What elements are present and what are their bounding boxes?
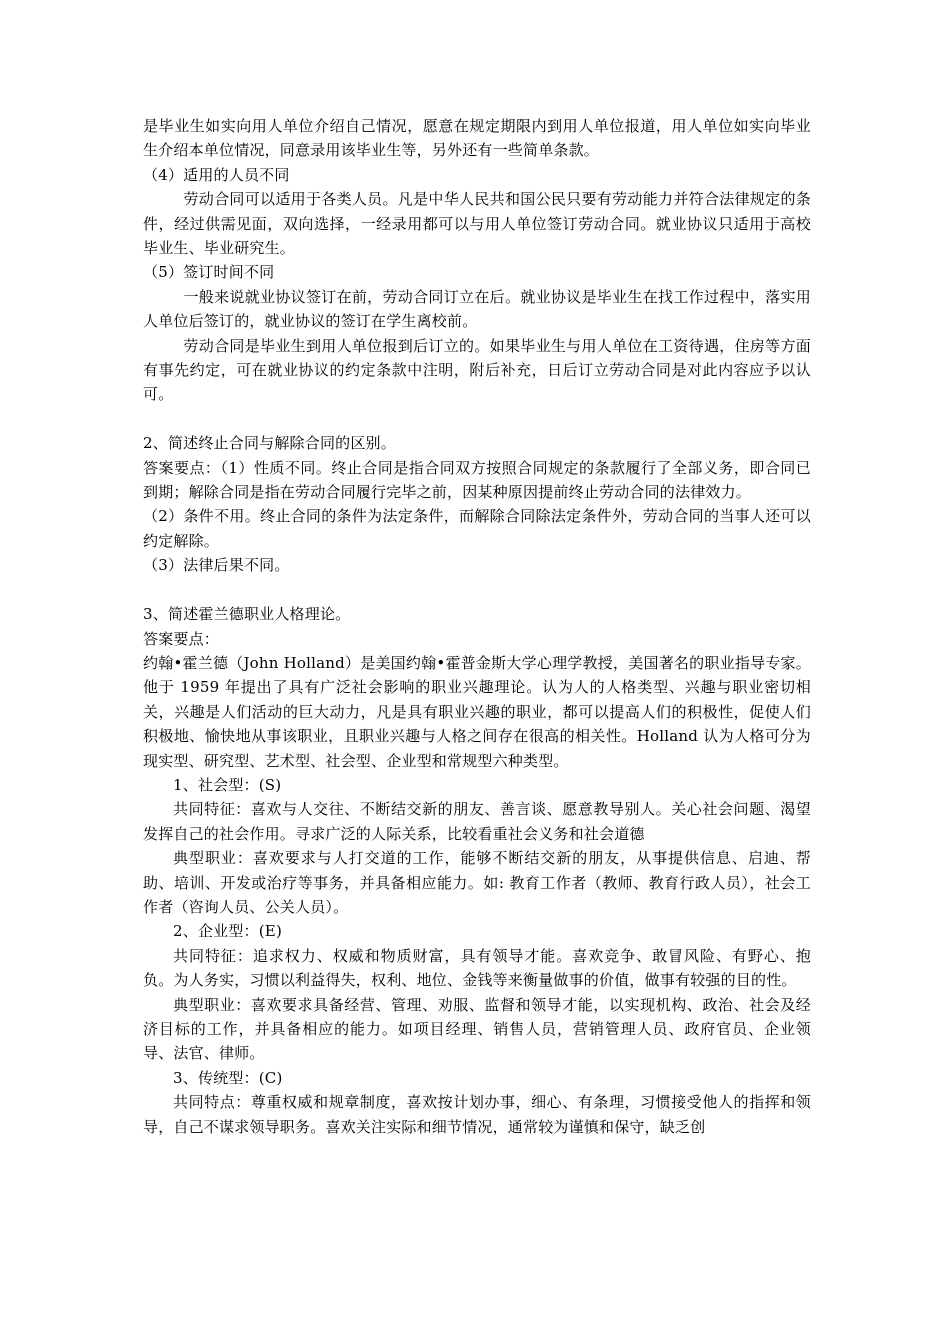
question-2-answer-3: （3）法律后果不同。 [143,556,290,575]
type-enterprising-traits: 共同特征：追求权力、权威和物质财富，具有领导才能。喜欢竞争、敢冒风险、有野心、抱负。为人务实，习惯以利益得失，权利、地位、金钱等来衡量做事的价值，做事有较强的目的性。 [143,946,811,990]
paragraph-labor-contract-signing: 劳动合同是毕业生到用人单位报到后订立的。如果毕业生与用人单位在工资待遇，住房等方面有事先约定，可在就业协议的约定条款中注明，附后补充，日后订立劳动合同是对此内容应予以认可。 [143,336,811,404]
question-2-answer-2: （2）条件不用。终止合同的条件为法定条件，而解除合同除法定条件外，劳动合同的当事人还可以约定解除。 [143,507,811,550]
type-social-heading: 1、社会型：(S) [173,775,282,794]
type-conventional-heading: 3、传统型：(C) [173,1068,283,1087]
type-conventional-traits: 共同特点：尊重权威和规章制度，喜欢按计划办事，细心、有条理，习惯接受他人的指挥和领导，自己不谋求领导职务。喜欢关注实际和细节情况，通常较为谨慎和保守，缺乏创 [143,1093,811,1136]
document-body [143,114,811,1139]
question-2-heading: 2、简述终止合同与解除合同的区别。 [143,434,396,453]
type-social-traits: 共同特征：喜欢与人交往、不断结交新的朋友、善言谈、愿意教导别人。关心社会问题、渴望发挥自己的社会作用。寻求广泛的人际关系，比较看重社会义务和社会道德 [143,800,811,843]
type-social-jobs: 典型职业：喜欢要求与人打交道的工作，能够不断结交新的朋友，从事提供信息、启迪、帮助、培训、开发或治疗等事务，并具备相应能力。如: 教育工作者（教师、教育行政人员），社会工作者（咨询人员、公关人员）。 [143,849,811,916]
paragraph-labor-contract-scope: 劳动合同可以适用于各类人员。凡是中华人民共和国公民只要有劳动能力并符合法律规定的条件，经过供需见面，双向选择，一经录用都可以与用人单位签订劳动合同。就业协议只适用于高校毕业生、毕业研究生。 [143,190,811,258]
blank-line [143,407,811,431]
question-2-answer-1: 答案要点：（1）性质不同。终止合同是指合同双方按照合同规定的条款履行了全部义务，即合同已到期；解除合同是指在劳动合同履行完毕之前，因某种原因提前终止劳动合同的法律效力。 [143,458,811,502]
type-enterprising-jobs: 典型职业：喜欢要求具备经营、管理、劝服、监督和领导才能，以实现机构、政治、社会及经济目标的工作，并具备相应的能力。如项目经理、销售人员，营销管理人员、政府官员、企业领导、法官、律师。 [143,995,811,1063]
blank-line [143,578,811,602]
item-5-heading: （5）签订时间不同 [143,263,275,282]
type-enterprising-heading: 2、企业型：(E) [173,922,282,941]
question-3-answer-label: 答案要点： [143,629,220,648]
holland-intro: 约翰•霍兰德（John Holland）是美国约翰•霍普金斯大学心理学教授，美国著名的职业指导专家。他于 1959 年提出了具有广泛社会影响的职业兴趣理论。认为人的人格类型、兴趣与职业密切相关，兴趣是人们活动的巨大动力，凡是具有职业兴趣的职业，都可以提高人们的积极性，促使人们积极地、愉快地从事该职业，且职业兴趣与人格之间存在很高的相关性。Holland 认为人格可分为现实型、研究型、艺术型、社会型、企业型和常规型六种类型。 [143,653,811,770]
paragraph-signing-order: 一般来说就业协议签订在前，劳动合同订立在后。就业协议是毕业生在找工作过程中，落实用人单位后签订的，就业协议的签订在学生离校前。 [143,287,811,331]
item-4-heading: （4）适用的人员不同 [143,165,290,184]
paragraph-intro-continued: 是毕业生如实向用人单位介绍自己情况，愿意在规定期限内到用人单位报道，用人单位如实向毕业生介绍本单位情况，同意录用该毕业生等，另外还有一些简单条款。 [143,117,811,160]
question-3-heading: 3、简述霍兰德职业人格理论。 [143,605,351,624]
